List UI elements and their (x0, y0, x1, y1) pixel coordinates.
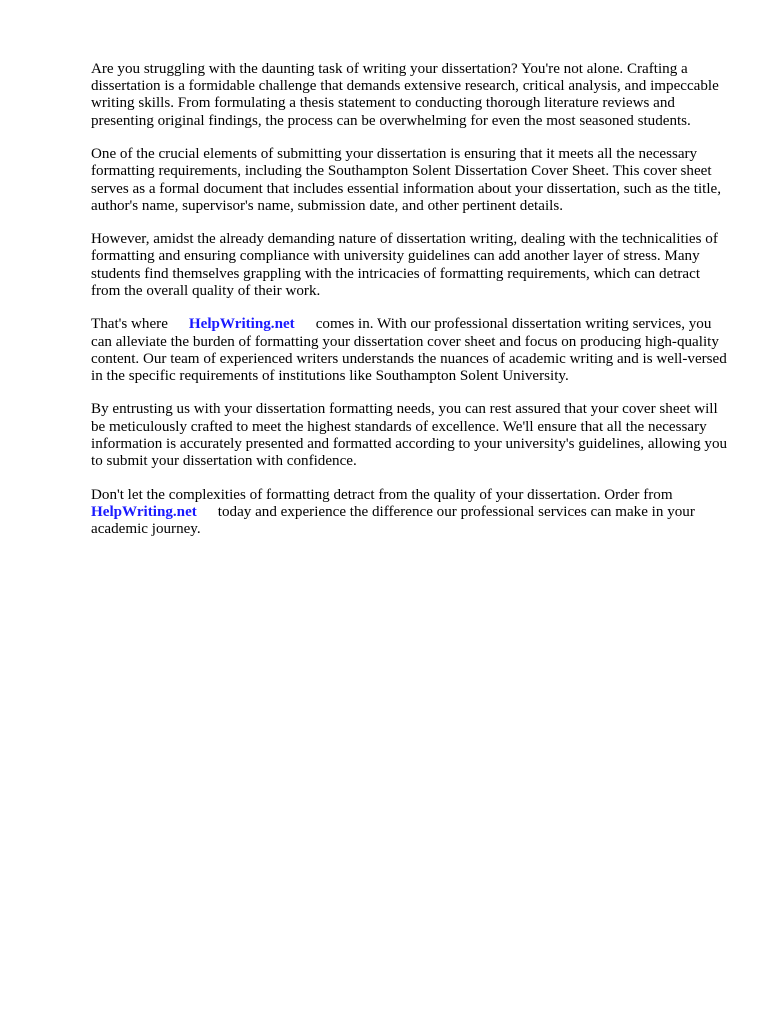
paragraph-text: Don't let the complexities of formatting detract from the quality of your dissertation. Order from (91, 486, 673, 503)
helpwriting-link[interactable]: HelpWriting.net (91, 503, 197, 520)
paragraph-text: today and experience the difference our professional services can make in your academic journey. (91, 503, 695, 537)
paragraph-text: comes in. With our professional dissertation writing services, you can alleviate the burden of formatting your dissertation cover sheet and focus on producing high-quality content. Our team of experienced writers understands the nuances of academic writing and is well-versed in the specific requirements of institutions like Southampton Solent University. (91, 316, 727, 384)
paragraph-cover-sheet: One of the crucial elements of submitting your dissertation is ensuring that it meets all the necessary formatting requirements, including the Southampton Solent Dissertation Cover Sheet. This cover sheet serves as a formal document that includes essential information about your dissertation, such as the title, author's name, supervisor's name, submission date, and other pertinent details. (91, 146, 722, 214)
paragraph-helpwriting-intro (91, 316, 731, 385)
paragraph-entrusting: By entrusting us with your dissertation formatting needs, you can rest assured that your cover sheet will be meticulously crafted to meet the highest standards of excellence. We'll ensure that all the necessary information is accurately presented and formatted according to your university's guidelines, allowing you to submit your dissertation with confidence. (91, 401, 728, 470)
helpwriting-link[interactable]: HelpWriting.net (188, 316, 295, 333)
paragraph-call-to-action (91, 487, 731, 539)
document-body (91, 61, 731, 554)
paragraph-formatting-stress: However, amidst the already demanding nature of dissertation writing, dealing with the technicalities of formatting and ensuring compliance with university guidelines can add another layer of stress. Many students find themselves grappling with the intricacies of formatting requirements, which can detract from the overall quality of their work. (91, 231, 718, 299)
paragraph-text: That's where (91, 316, 168, 333)
paragraph-intro: Are you struggling with the daunting task of writing your dissertation? You're not alone. Crafting a dissertation is a formidable challenge that demands extensive research, critical analysis, and impeccable writing skills. From formulating a thesis statement to conducting thorough literature reviews and presenting original findings, the process can be overwhelming for even the most seasoned students. (91, 61, 719, 129)
